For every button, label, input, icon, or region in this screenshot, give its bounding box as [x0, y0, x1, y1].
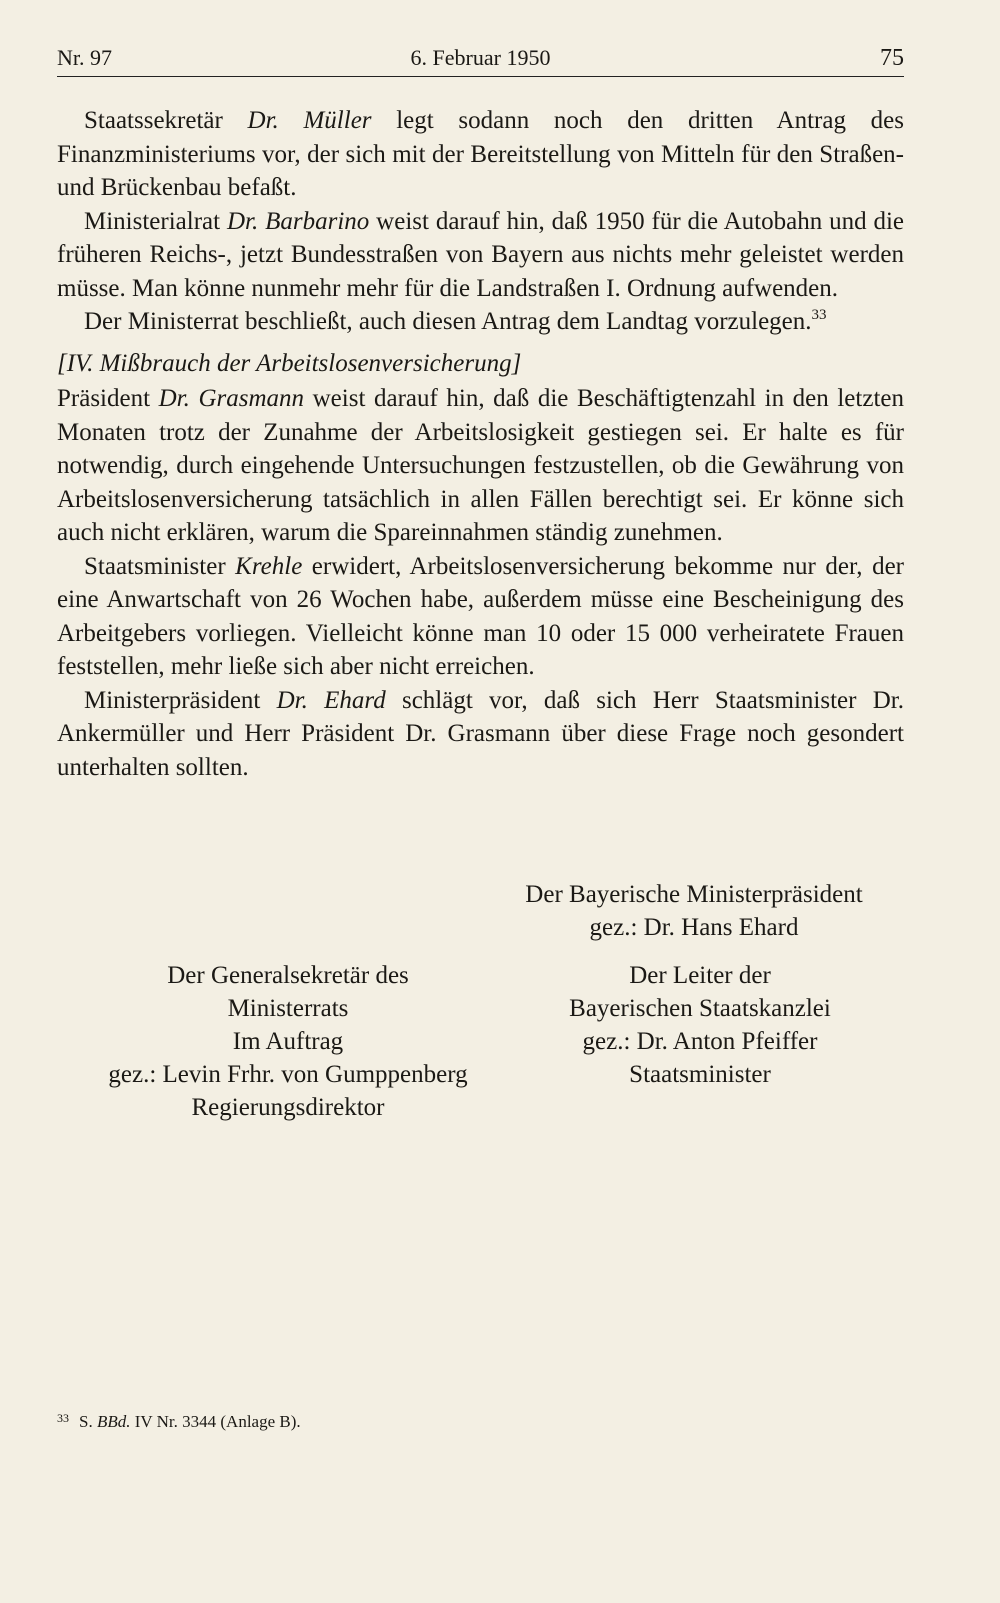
paragraph-krehle: Staatsminister Krehle erwidert, Arbeitslosenversicherung bekomme nur der, der eine Anwartschaft von 26 Wochen habe, außerdem müsse eine Bescheinigung des Arbeitgebers vorliegen. Vielleicht könne man 10 oder 15 000 verheiratete Frauen feststellen, mehr ließe sich aber nicht erreichen. — [57, 552, 904, 680]
document-date: 6. Februar 1950 — [410, 45, 551, 70]
speaker-name: Dr. Grasmann — [158, 385, 305, 412]
signature-general-secretary: Der Generalsekretär des Ministerrats Im Auftrag gez.: Levin Frhr. von Gumppenberg Regierungsdirektor — [108, 962, 468, 1121]
paragraph-grasmann: Präsident Dr. Grasmann weist darauf hin, daß die Beschäftigtenzahl in den letzten Monaten trotz der Zunahme der Arbeitslosigkeit gestiegen sei. Er halte es für notwendig, durch eingehende Untersuchungen festzustellen, ob die Gewährung von Arbeitslosenversicherung tatsächlich in allen Fällen berechtigt sei. Er könne sich auch nicht erklären, warum die Spareinnahmen ständig zunehmen. — [57, 385, 904, 546]
footnote: $^{33}$ S. BBd. IV Nr. 3344 (Anlage B). — [57, 1411, 301, 1431]
paragraph-barbarino: Ministerialrat Dr. Barbarino weist darauf hin, daß 1950 für die Autobahn und die früheren Reichs-, jetzt Bundesstraßen von Bayern aus nichts mehr geleistet werden müsse. Man könne nunmehr mehr für die Landstraßen I. Ordnung aufwenden. — [57, 207, 905, 302]
main-text — [57, 104, 904, 784]
signature-president: Der Bayerische Ministerpräsident gez.: Dr. Hans Ehard — [525, 881, 863, 941]
speaker-name: Dr. Ehard — [276, 686, 386, 714]
speaker-name: Dr. Barbarino — [226, 207, 370, 235]
section-heading: [IV. Mißbrauch der Arbeitslosenversicherung] — [57, 349, 522, 377]
page-number: 75 — [880, 45, 904, 71]
footnote-ref[interactable]: 33 — [811, 307, 827, 323]
paragraph-mueller: Staatssekretär Dr. Müller legt sodann noch den dritten Antrag des Finanzministeriums vor, der sich mit der Bereitstellung von Mitteln für den Straßen- und Brückenbau befaßt. — [57, 107, 904, 201]
paragraph-ehard: Ministerpräsident Dr. Ehard schlägt vor, daß sich Herr Staatsminister Dr. Ankermüller und Herr Präsident Dr. Grasmann über diese Frage noch gesondert unterhalten sollten. — [57, 686, 904, 781]
signature-chancellery: Der Leiter der Bayerischen Staatskanzlei gez.: Dr. Anton Pfeiffer Staatsminister — [569, 962, 831, 1088]
footnote-number: 33 — [57, 1411, 69, 1425]
speaker-name: Dr. Müller — [247, 107, 372, 134]
page-header — [57, 40, 904, 76]
paragraph-decision: Der Ministerrat beschließt, auch diesen Antrag dem Landtag vorzulegen.$^{33}$ — [84, 307, 827, 335]
document-number: Nr. 97 — [57, 45, 112, 70]
header-rule — [57, 76, 904, 77]
speaker-name: Krehle — [235, 552, 303, 580]
